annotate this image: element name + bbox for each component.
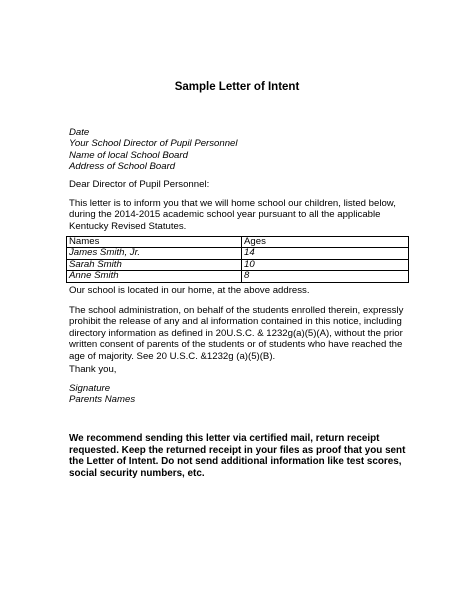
salutation (69, 179, 414, 190)
location-text: Our school is located in our home, at the above address. (69, 285, 310, 296)
recommendation-line: the Letter of Intent. Do not send additional information like test scores, (69, 456, 402, 468)
table-row (67, 248, 409, 259)
recommendation-line: requested. Keep the returned receipt in your files as proof that you sent (69, 444, 406, 456)
table-row (67, 259, 409, 270)
recommendation-note (69, 433, 414, 479)
recommendation-line: We recommend sending this letter via certified mail, return receipt (69, 433, 380, 444)
child-age: 8 (242, 271, 409, 282)
address-line: Date (69, 127, 90, 138)
admin-paragraph (69, 305, 414, 362)
admin-line: prohibit the release of any and al information contained in this notice, including (69, 316, 402, 328)
intro-line: This letter is to inform you that we will home school our children, listed below, (69, 198, 396, 209)
child-name: James Smith, Jr. (67, 248, 242, 259)
child-age: 10 (242, 259, 409, 270)
table-row (67, 271, 409, 282)
admin-line: written consent of parents of the students or of students who have reached the (69, 339, 403, 351)
recommendation-line: social security numbers, etc. (69, 467, 205, 479)
closing-text: Thank you, (69, 364, 117, 375)
intro-line: during the 2014-2015 academic school year pursuant to all the applicable (69, 209, 381, 221)
header-names: Names (67, 237, 242, 248)
child-age: 14 (242, 248, 409, 259)
children-table (66, 236, 409, 283)
signature-line: Parents Names (69, 394, 136, 406)
header-ages: Ages (242, 237, 409, 248)
child-name: Sarah Smith (67, 259, 242, 270)
admin-line: age of majority. See 20 U.S.C. &1232g (a)(5)(B). (69, 350, 276, 362)
intro-paragraph (69, 198, 414, 232)
signature-block (69, 383, 414, 406)
location-paragraph (69, 285, 414, 296)
address-line: Your School Director of Pupil Personnel (69, 138, 238, 150)
address-line: Name of local School Board (69, 149, 188, 161)
closing (69, 364, 414, 375)
page-title: Sample Letter of Intent (174, 81, 300, 93)
salutation-text: Dear Director of Pupil Personnel: (69, 179, 210, 190)
admin-line: directory information as defined in 20U.S.C. & 1232g(a)(5)(A), without the prior (69, 327, 403, 339)
signature-line: Signature (69, 383, 111, 394)
address-block (69, 127, 414, 173)
admin-line: The school administration, on behalf of the students enrolled therein, expressly (69, 305, 404, 316)
address-line: Address of School Board (69, 161, 176, 173)
child-name: Anne Smith (67, 271, 242, 282)
table-header-row (67, 237, 409, 248)
intro-line: Kentucky Revised Statutes. (69, 220, 187, 232)
